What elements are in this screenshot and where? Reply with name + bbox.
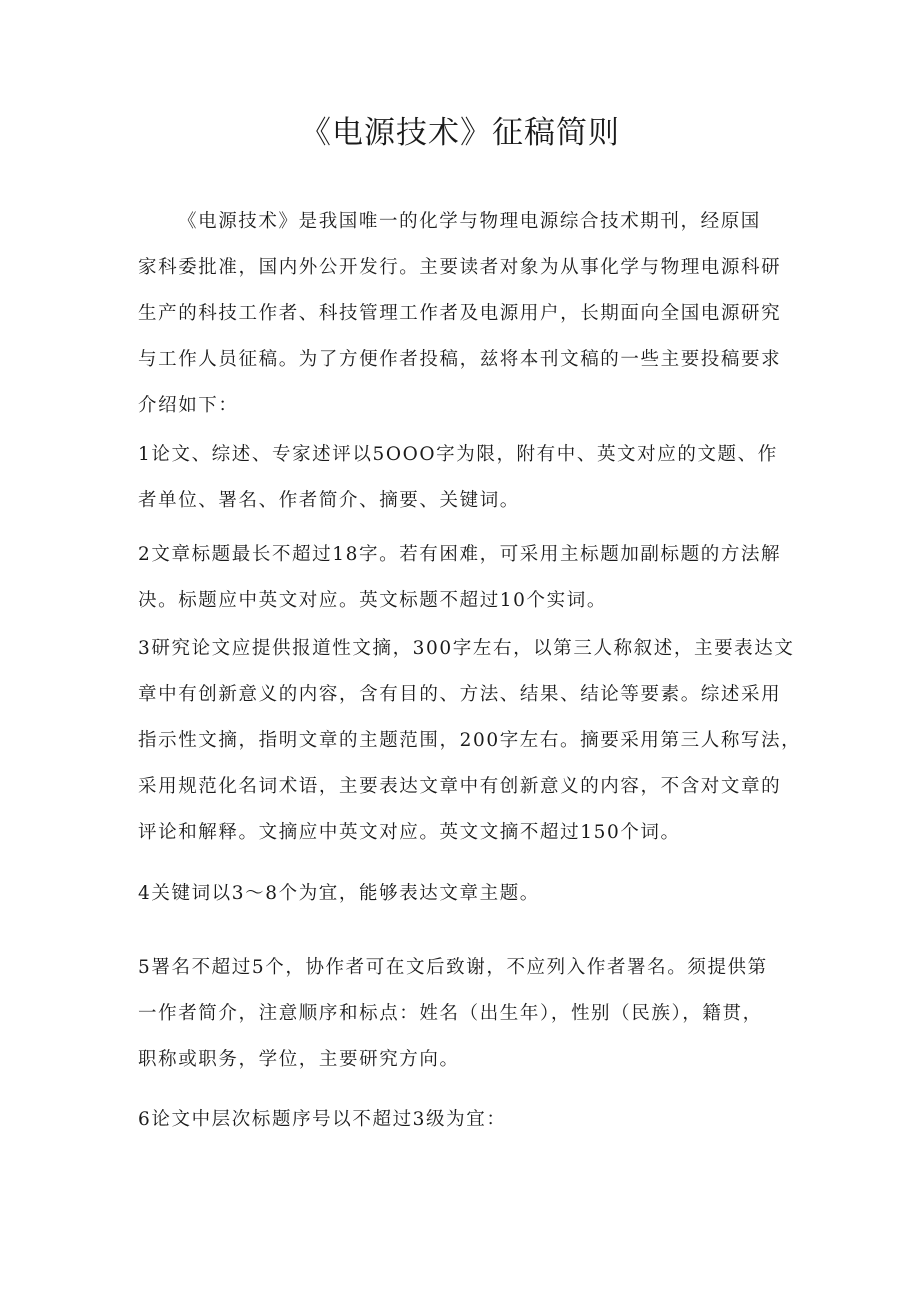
item-4-paragraph <box>138 871 798 917</box>
item-2-line: 决。标题应中英文对应。英文标题不超过10个实词。 <box>138 590 607 611</box>
item-1-paragraph <box>138 432 798 524</box>
item-1-line: 者单位、署名、作者简介、摘要、关键词。 <box>138 490 520 511</box>
item-3-line: 采用规范化名词术语，主要表达文章中有创新意义的内容，不含对文章的 <box>138 776 782 797</box>
item-2-line: 2文章标题最长不超过18字。若有困难，可采用主标题加副标题的方法解 <box>138 544 782 565</box>
item-5-line: 一作者简介，注意顺序和标点：姓名（出生年），性别（民族），籍贯， <box>138 1003 763 1024</box>
item-5-line: 5署名不超过5个，协作者可在文后致谢，不应列入作者署名。须提供第 <box>138 957 768 978</box>
intro-line: 生产的科技工作者、科技管理工作者及电源用户，长期面向全国电源研究 <box>138 303 782 324</box>
item-2-paragraph <box>138 532 798 624</box>
item-3-line: 3研究论文应提供报道性文摘，300字左右，以第三人称叙述，主要表达文 <box>138 638 795 659</box>
item-3-paragraph <box>138 626 802 856</box>
item-6-paragraph <box>138 1097 798 1143</box>
item-5-line: 职称或职务，学位，主要研究方向。 <box>138 1049 460 1070</box>
item-3-line: 评论和解释。文摘应中英文对应。英文文摘不超过150个词。 <box>138 822 681 843</box>
item-3-line: 指示性文摘，指明文章的主题范围，200字左右。摘要采用第三人称写法， <box>138 730 802 751</box>
intro-line: 《电源技术》是我国唯一的化学与物理电源综合技术期刊，经原国 <box>178 211 761 232</box>
document-title: 《电源技术》征稿简则 <box>300 115 620 151</box>
item-1-line: 1论文、综述、专家述评以5OOO字为限，附有中、英文对应的文题、作 <box>138 444 778 465</box>
item-6-line: 6论文中层次标题序号以不超过3级为宜： <box>138 1109 507 1130</box>
intro-line: 与工作人员征稿。为了方便作者投稿，兹将本刊文稿的一些主要投稿要求 <box>138 349 782 370</box>
intro-line: 家科委批准，国内外公开发行。主要读者对象为从事化学与物理电源科研 <box>138 257 782 278</box>
item-4-line: 4关键词以3～8个为宜，能够表达文章主题。 <box>138 883 540 904</box>
item-5-paragraph <box>138 945 798 1083</box>
intro-line: 介绍如下： <box>138 395 239 416</box>
intro-paragraph <box>138 199 798 429</box>
item-3-line: 章中有创新意义的内容，含有目的、方法、结果、结论等要素。综述采用 <box>138 684 782 705</box>
